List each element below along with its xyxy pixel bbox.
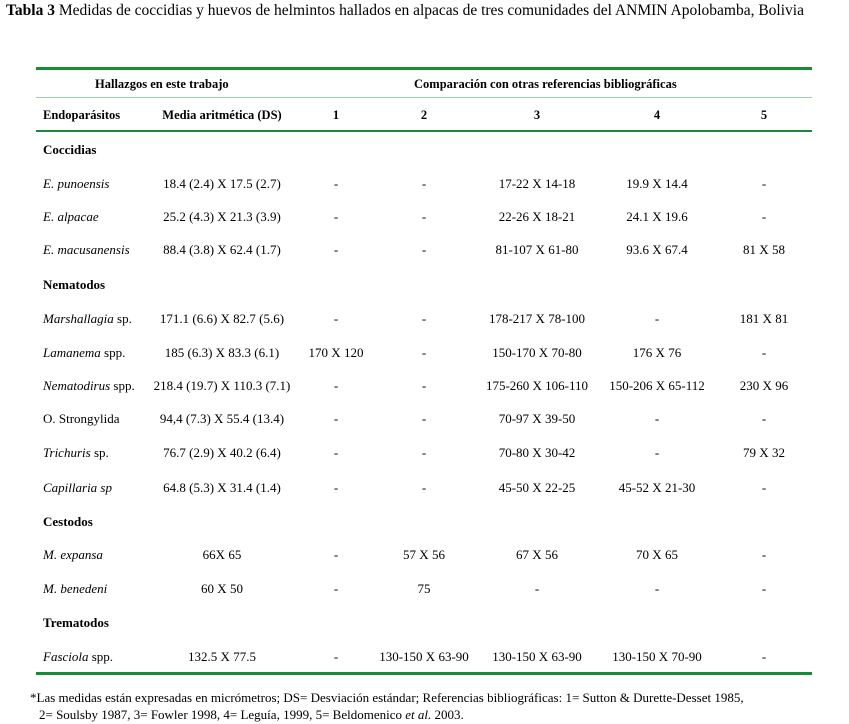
column-header-ref-5: 5 bbox=[760, 108, 768, 122]
cell-r5: - bbox=[761, 209, 767, 224]
species-name bbox=[43, 547, 103, 563]
cell-r2: 75 bbox=[417, 581, 431, 596]
cell-r4: - bbox=[654, 445, 660, 460]
cell-r5: - bbox=[761, 480, 767, 495]
cell-r1: - bbox=[333, 547, 339, 562]
group-header-left: Hallazgos en este trabajo bbox=[95, 77, 229, 91]
cell-r2: - bbox=[421, 209, 427, 224]
species-genus: E. macusanensis bbox=[43, 242, 130, 257]
column-header-ref-2: 2 bbox=[420, 108, 428, 122]
cell-r3: 175-260 X 106-110 bbox=[485, 378, 589, 393]
header-divider bbox=[36, 97, 812, 98]
caption-text: Medidas de coccidias y huevos de helmintos hallados en alpacas de tres comunidades del ANMIN Apolobamba, Bolivia bbox=[54, 2, 804, 19]
cell-r4: 70 X 65 bbox=[636, 547, 678, 562]
cell-r5: - bbox=[761, 581, 767, 596]
species-genus: M. expansa bbox=[43, 547, 103, 562]
species-name bbox=[43, 411, 120, 427]
species-name bbox=[43, 581, 107, 597]
species-name bbox=[43, 311, 132, 327]
caption-label: Tabla 3 bbox=[6, 2, 55, 19]
column-header-ref-3: 3 bbox=[533, 108, 541, 122]
section-heading: Nematodos bbox=[43, 277, 106, 292]
species-genus: Fasciola bbox=[43, 649, 89, 664]
cell-r4: - bbox=[654, 411, 660, 426]
cell-r5: - bbox=[761, 547, 767, 562]
cell-media: 132.5 X 77.5 bbox=[188, 649, 256, 664]
cell-r1: - bbox=[333, 242, 339, 257]
cell-r3: 45-50 X 22-25 bbox=[498, 480, 576, 495]
footnote-year: 2003. bbox=[431, 707, 464, 722]
cell-r1: 170 X 120 bbox=[308, 345, 364, 360]
cell-r1: - bbox=[333, 209, 339, 224]
cell-r4: 45-52 X 21-30 bbox=[618, 480, 696, 495]
cell-r3: 70-80 X 30-42 bbox=[498, 445, 576, 460]
cell-r1: - bbox=[333, 649, 339, 664]
column-header-ref-4: 4 bbox=[653, 108, 661, 122]
cell-r3: - bbox=[534, 581, 540, 596]
footnote-refs: 2= Soulsby 1987, 3= Fowler 1998, 4= Leguía, 1999, 5= Beldomenico bbox=[39, 707, 406, 722]
cell-r5: 79 X 32 bbox=[743, 445, 785, 460]
cell-r3: 22-26 X 18-21 bbox=[498, 209, 576, 224]
cell-r3: 178-217 X 78-100 bbox=[488, 311, 586, 326]
cell-r2: - bbox=[421, 345, 427, 360]
footnote-line-1: *Las medidas están expresadas en micrómetros; DS= Desviación estándar; Referencias bibliográficas: 1= Sutton & Durette-Desset 1985, bbox=[30, 690, 744, 705]
species-suffix: spp. bbox=[100, 345, 126, 360]
cell-r1: - bbox=[333, 378, 339, 393]
species-name bbox=[43, 445, 109, 461]
species-name bbox=[43, 378, 135, 394]
cell-media: 88.4 (3.8) X 62.4 (1.7) bbox=[163, 242, 281, 257]
top-rule bbox=[36, 67, 812, 70]
cell-r1: - bbox=[333, 311, 339, 326]
cell-r5: - bbox=[761, 411, 767, 426]
cell-r1: - bbox=[333, 581, 339, 596]
cell-r4: - bbox=[654, 311, 660, 326]
species-genus: Nematodirus bbox=[43, 378, 111, 393]
species-name bbox=[43, 242, 130, 258]
species-name bbox=[43, 176, 109, 192]
footnote-line-2 bbox=[30, 706, 845, 723]
group-header-right: Comparación con otras referencias bibliográficas bbox=[414, 77, 677, 91]
cell-r2: - bbox=[421, 411, 427, 426]
cell-r2: - bbox=[421, 242, 427, 257]
cell-r2: - bbox=[421, 311, 427, 326]
cell-r4: - bbox=[654, 581, 660, 596]
cell-r3: 81-107 X 61-80 bbox=[495, 242, 579, 257]
cell-r4: 176 X 76 bbox=[632, 345, 682, 360]
section-heading: Trematodos bbox=[43, 615, 109, 630]
cell-media: 66X 65 bbox=[202, 547, 242, 562]
species-name bbox=[43, 649, 113, 665]
cell-media: 18.4 (2.4) X 17.5 (2.7) bbox=[163, 176, 281, 191]
species-name bbox=[43, 480, 112, 496]
cell-r1: - bbox=[333, 445, 339, 460]
cell-media: 94,4 (7.3) X 55.4 (13.4) bbox=[159, 411, 285, 426]
species-genus: E. alpacae bbox=[43, 209, 99, 224]
cell-r3: 17-22 X 14-18 bbox=[498, 176, 576, 191]
section-heading: Cestodos bbox=[43, 514, 93, 529]
cell-r4: 19.9 X 14.4 bbox=[626, 176, 688, 191]
column-header-media: Media aritmética (DS) bbox=[162, 108, 282, 122]
cell-media: 218.4 (19.7) X 110.3 (7.1) bbox=[153, 378, 291, 393]
species-name bbox=[43, 209, 99, 225]
cell-r3: 150-170 X 70-80 bbox=[492, 345, 582, 360]
cell-r5: 181 X 81 bbox=[739, 311, 789, 326]
cell-r1: - bbox=[333, 176, 339, 191]
cell-media: 25.2 (4.3) X 21.3 (3.9) bbox=[163, 209, 281, 224]
column-header-ref-1: 1 bbox=[332, 108, 340, 122]
cell-media: 185 (6.3) X 83.3 (6.1) bbox=[164, 345, 280, 360]
species-suffix: sp. bbox=[90, 445, 109, 460]
table-caption bbox=[6, 1, 846, 20]
cell-media: 64.8 (5.3) X 31.4 (1.4) bbox=[163, 480, 281, 495]
cell-r4: 130-150 X 70-90 bbox=[612, 649, 702, 664]
cell-r3: 130-150 X 63-90 bbox=[492, 649, 582, 664]
species-genus: M. benedeni bbox=[43, 581, 108, 596]
cell-r3: 67 X 56 bbox=[516, 547, 558, 562]
species-genus: Lamanema bbox=[43, 345, 101, 360]
cell-r4: 150-206 X 65-112 bbox=[609, 378, 705, 393]
cell-r5: 81 X 58 bbox=[743, 242, 785, 257]
cell-r5: - bbox=[761, 345, 767, 360]
cell-r2: - bbox=[421, 176, 427, 191]
species-genus: Trichuris bbox=[43, 445, 91, 460]
cell-r2: 130-150 X 63-90 bbox=[379, 649, 469, 664]
footnote bbox=[30, 689, 845, 723]
cell-r4: 24.1 X 19.6 bbox=[626, 209, 688, 224]
species-genus: Marshallagia bbox=[43, 311, 114, 326]
bottom-rule bbox=[36, 672, 812, 675]
cell-media: 171.1 (6.6) X 82.7 (5.6) bbox=[159, 311, 285, 326]
cell-r1: - bbox=[333, 480, 339, 495]
species-suffix: sp. bbox=[113, 311, 132, 326]
cell-media: 76.7 (2.9) X 40.2 (6.4) bbox=[163, 445, 281, 460]
cell-r2: 57 X 56 bbox=[403, 547, 445, 562]
cell-r2: - bbox=[421, 480, 427, 495]
section-heading: Coccidias bbox=[43, 142, 97, 157]
cell-r5: - bbox=[761, 176, 767, 191]
footnote-etal: et al. bbox=[405, 707, 432, 722]
cell-r4: 93.6 X 67.4 bbox=[626, 242, 688, 257]
species-genus: E. punoensis bbox=[43, 176, 110, 191]
header-rule bbox=[36, 130, 812, 132]
species-suffix: O. Strongylida bbox=[43, 411, 120, 426]
species-name bbox=[43, 345, 125, 361]
cell-r2: - bbox=[421, 378, 427, 393]
cell-r5: 230 X 96 bbox=[739, 378, 789, 393]
species-suffix: spp. bbox=[110, 378, 135, 393]
species-genus: Capillaria sp bbox=[43, 480, 112, 495]
species-suffix: spp. bbox=[88, 649, 114, 664]
cell-media: 60 X 50 bbox=[201, 581, 243, 596]
cell-r5: - bbox=[761, 649, 767, 664]
cell-r1: - bbox=[333, 411, 339, 426]
cell-r3: 70-97 X 39-50 bbox=[498, 411, 576, 426]
cell-r2: - bbox=[421, 445, 427, 460]
column-header-endoparasitos: Endoparásitos bbox=[43, 108, 121, 122]
